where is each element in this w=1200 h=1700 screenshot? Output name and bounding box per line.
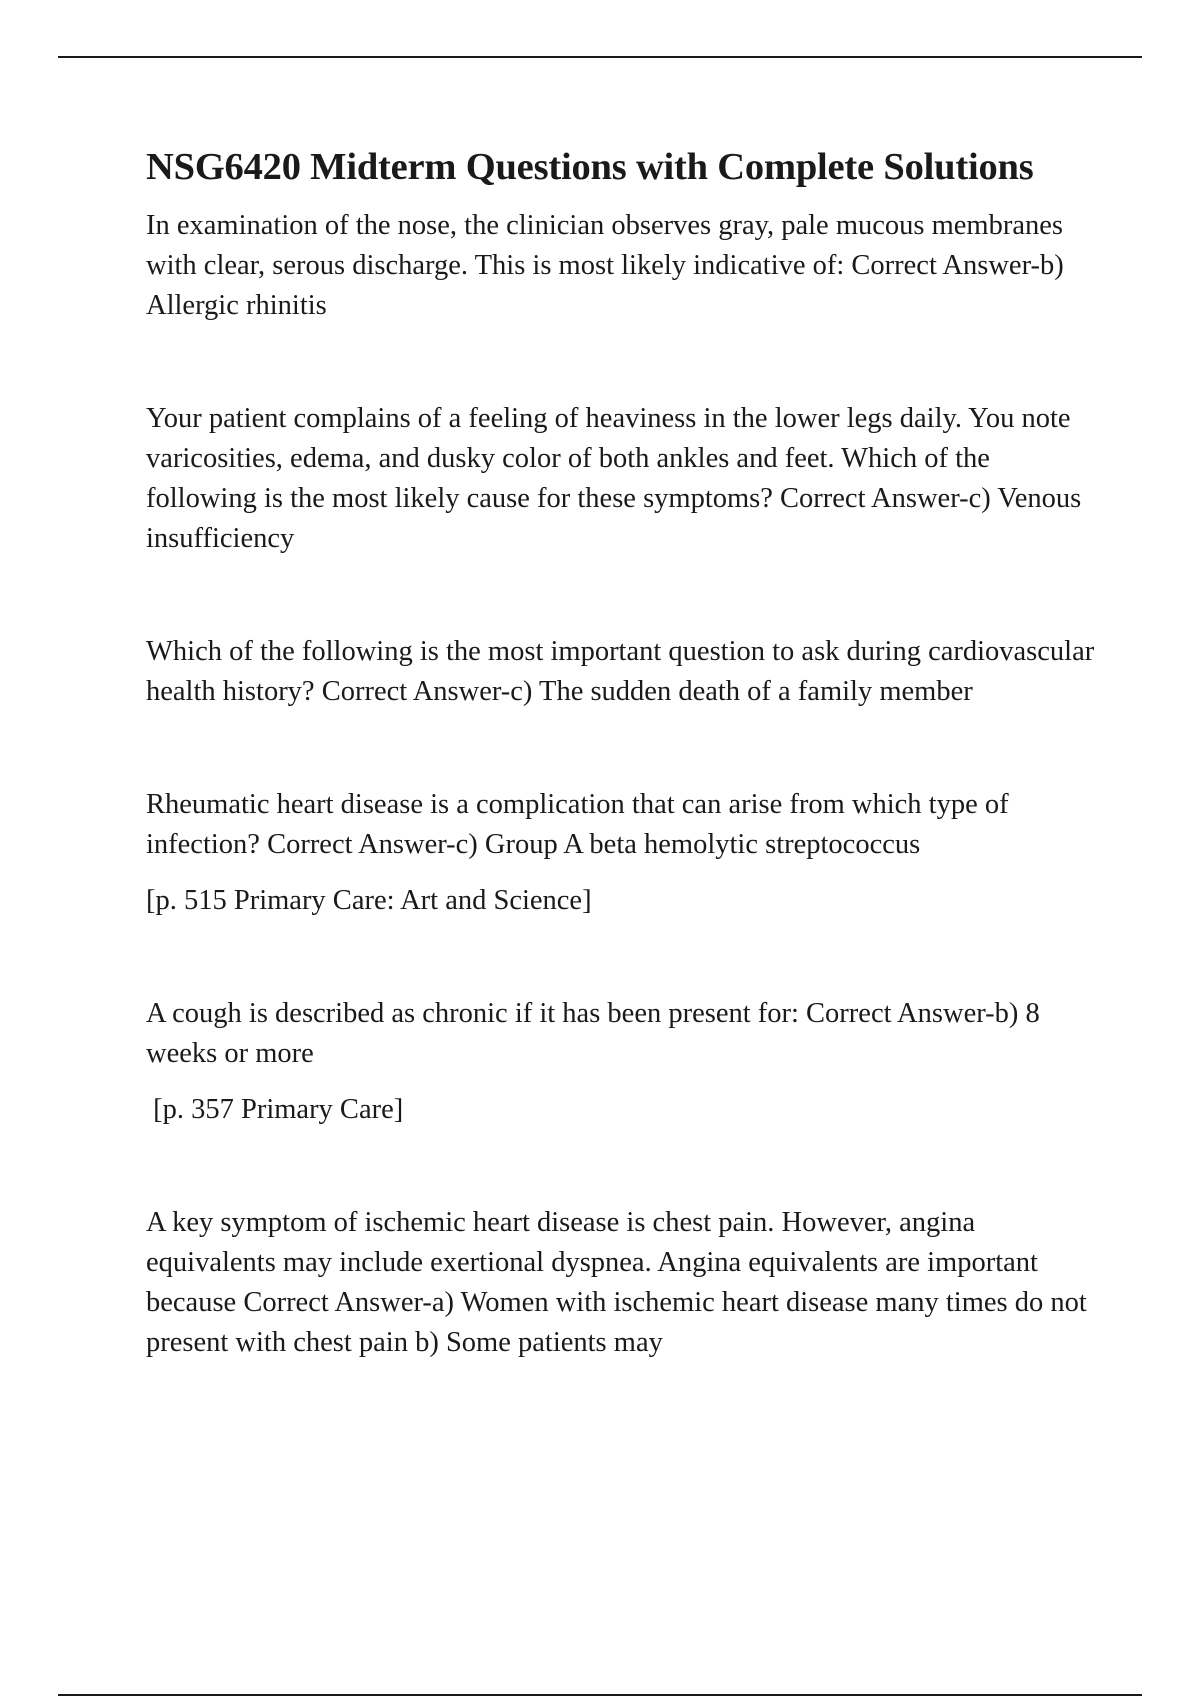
bottom-rule xyxy=(58,1694,1142,1696)
document-title: NSG6420 Midterm Questions with Complete Solutions xyxy=(146,146,1034,188)
question-text: A cough is described as chronic if it has been present for: Correct Answer-b) 8 weeks or more xyxy=(146,998,1040,1069)
question-item xyxy=(146,399,1096,559)
question-text: Rheumatic heart disease is a complication that can arise from which type of infection? Correct Answer-c) Group A beta hemolytic streptococcus xyxy=(146,789,1009,860)
question-item xyxy=(146,994,1096,1130)
top-rule xyxy=(58,56,1142,58)
question-text: Your patient complains of a feeling of heaviness in the lower legs daily. You note varicosities, edema, and dusky color of both ankles and feet. Which of the following is the most likely cause for these symptoms? Correct Answer-c) Venous insufficiency xyxy=(146,403,1082,554)
question-item xyxy=(146,1203,1096,1363)
question-item xyxy=(146,206,1096,326)
document-body xyxy=(146,142,1096,1363)
page-reference: [p. 357 Primary Care] xyxy=(146,1094,404,1125)
question-text: In examination of the nose, the clinician observes gray, pale mucous membranes with clear, serous discharge. This is most likely indicative of: Correct Answer-b) Allergic rhinitis xyxy=(146,210,1064,321)
question-item xyxy=(146,785,1096,921)
page-reference: [p. 515 Primary Care: Art and Science] xyxy=(146,885,592,916)
question-text: A key symptom of ischemic heart disease is chest pain. However, angina equivalents may include exertional dyspnea. Angina equivalents are important because Correct Answer-a) Women with ischemic heart disease many times do not present with chest pain b) Some patients may xyxy=(146,1207,1087,1358)
question-item xyxy=(146,632,1096,712)
question-text: Which of the following is the most important question to ask during cardiovascular health history? Correct Answer-c) The sudden death of a family member xyxy=(146,636,1095,707)
